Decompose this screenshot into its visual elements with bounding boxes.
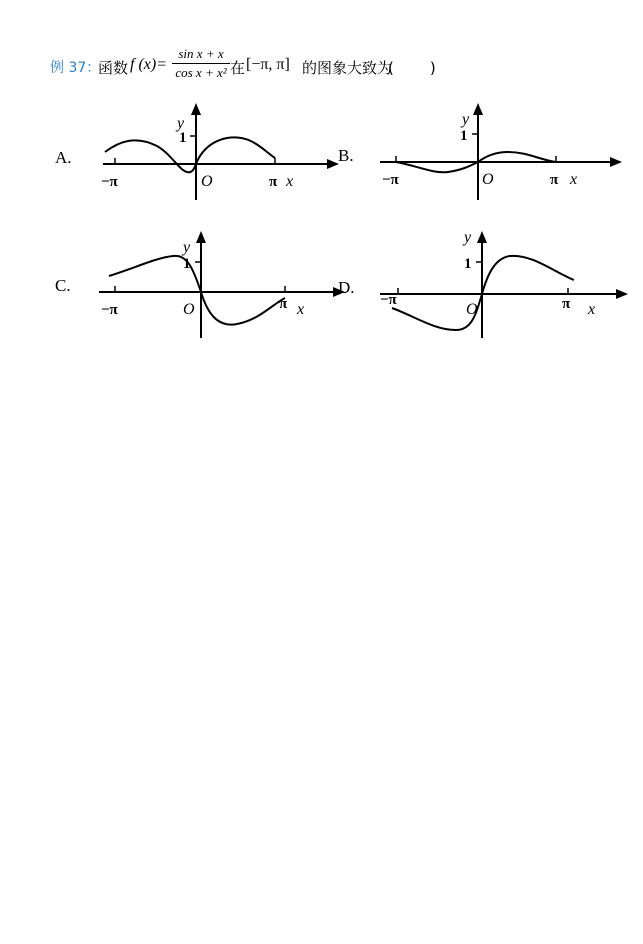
y-label: y [462,111,470,128]
one-label: 1 [183,256,191,272]
y-arrow-icon [196,231,206,243]
graph-b [378,100,638,210]
question-tail: 的图象大致为 [302,59,393,77]
option-letter: B. [338,146,354,165]
origin-label: O [482,171,494,188]
pi-label: π [279,296,288,312]
question-lead: 函数 [98,59,129,77]
y-arrow-icon [473,103,483,115]
graph-d [378,228,643,343]
interval: [−π, π] [246,56,290,73]
y-label: y [464,229,472,246]
x-label: x [570,171,578,188]
neg-pi-label: −π [101,302,118,318]
origin-label: O [466,301,478,318]
origin-label: O [183,301,195,318]
example-label: 例 37： [50,60,101,76]
pi-label: π [269,174,278,190]
one-label: 1 [464,256,472,272]
pi-label: π [550,172,559,188]
function-name: f (x)= [130,56,167,73]
y-arrow-icon [477,231,487,243]
answer-blank: ( ) [388,59,438,77]
graph-a [95,100,355,210]
x-label: x [588,301,596,318]
x-arrow-icon [610,157,622,167]
neg-pi-label: −π [101,174,118,190]
origin-label: O [201,173,213,190]
x-label: x [286,173,294,190]
x-arrow-icon [616,289,628,299]
option-letter: C. [55,276,71,295]
one-label: 1 [460,128,468,144]
x-label: x [297,301,305,318]
pi-label: π [562,296,571,312]
neg-pi-label: −π [380,292,397,308]
fraction-denominator: cos x + x² [175,65,227,80]
graph-c [95,228,365,343]
option-letter: D. [338,278,355,297]
option-letter: A. [55,148,72,167]
neg-pi-label: −π [382,172,399,188]
y-arrow-icon [191,103,201,115]
one-label: 1 [179,130,187,146]
y-label: y [183,239,191,256]
function-fraction [172,46,230,81]
y-label: y [177,115,185,132]
curve-a [105,137,275,172]
question-text [50,46,610,86]
curve-c [109,256,285,325]
fraction-numerator: sin x + x [172,46,230,64]
question-mid: 在 [230,59,246,77]
